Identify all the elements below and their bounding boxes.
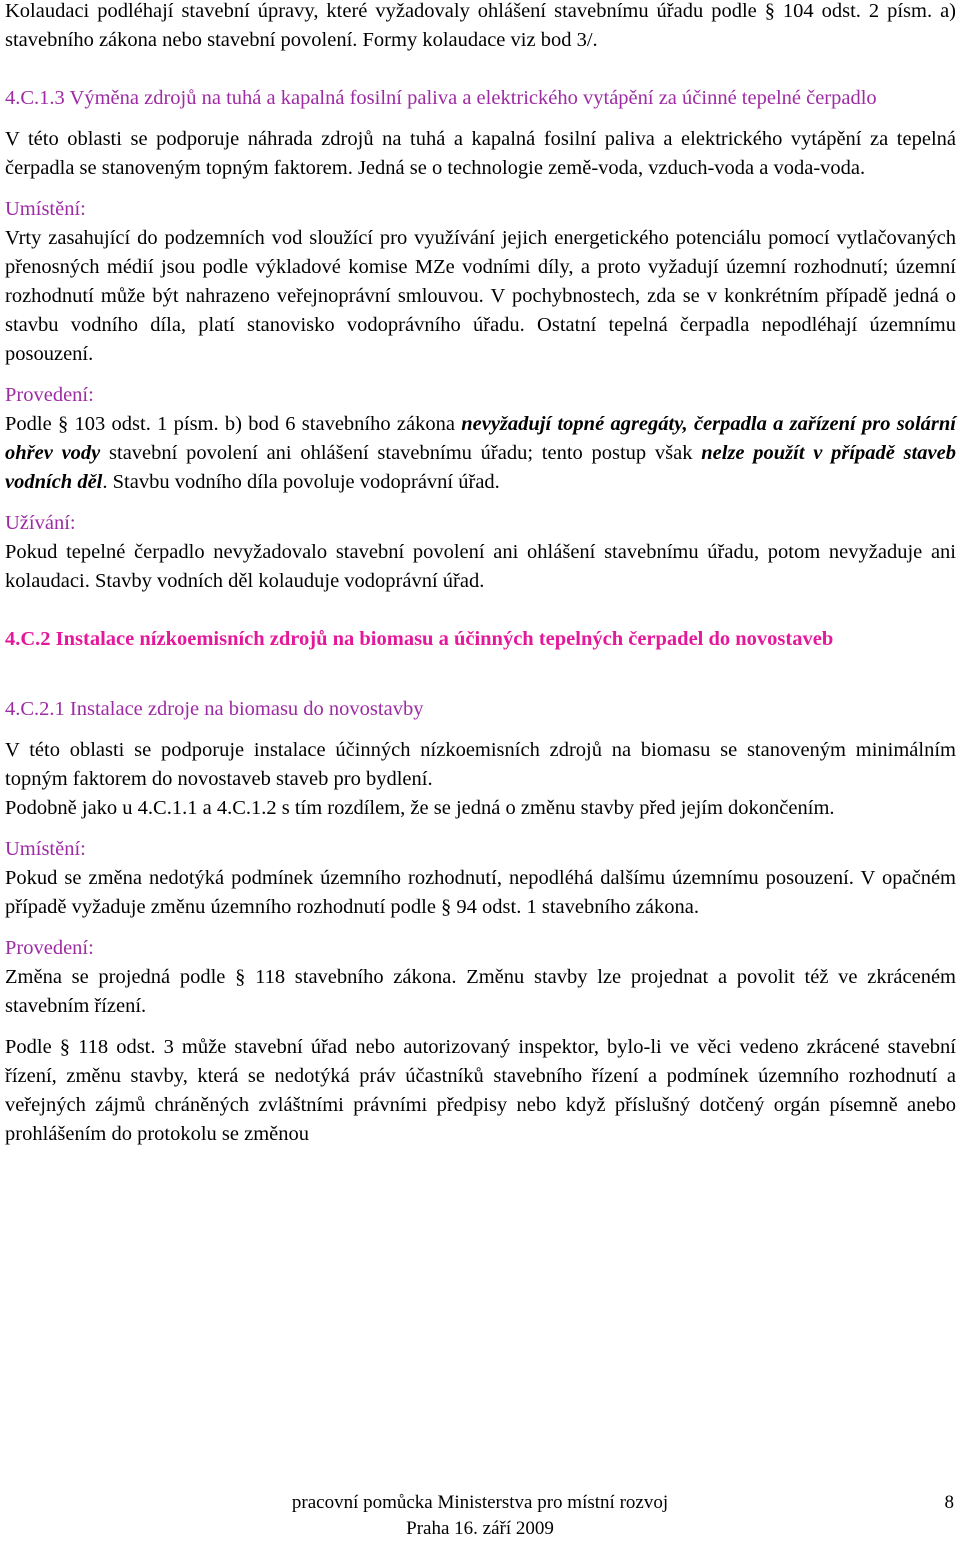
- label-provedeni-2: Provedení:: [5, 937, 94, 959]
- uzivani-text: Pokud tepelné čerpadlo nevyžadovalo stavební povolení ani ohlášení stavebnímu úřadu, potom nevyžaduje ani kolaudaci. Stavby vodních děl kolauduje vodoprávní úřad.: [5, 541, 956, 592]
- provedeni-part-e: . Stavbu vodního díla povoluje vodoprávní úřad.: [102, 471, 500, 493]
- section-heading-4c21: 4.C.2.1 Instalace zdroje na biomasu do novostavby: [5, 698, 424, 720]
- label-umisteni: Umístění:: [5, 198, 86, 220]
- provedeni-text: [5, 410, 956, 497]
- provedeni-emphasis-1: nevyžadují topné agregáty, čerpadla a zařízení pro solární ohřev vody: [5, 413, 956, 464]
- provedeni-text-2: Změna se projedná podle § 118 stavebního zákona. Změnu stavby lze projednat a povolit též ve zkráceném stavebním řízení.: [5, 966, 956, 1017]
- umisteni-text: Vrty zasahující do podzemních vod sloužící pro využívání jejich energetického potenciálu pomocí vytlačovaných přenosných médií jsou podle výkladové komise MZe vodními díly, a proto vyžadují územní rozhodnutí; územní rozhodnutí může být nahrazeno veřejnoprávní smlouvou. V pochybnostech, zda se v konkrétním případě jedná o stavbu vodního díla, platí stanovisko vodoprávního úřadu. Ostatní tepelná čerpadla nepodléhají územnímu posouzení.: [5, 227, 956, 365]
- provedeni-emphasis-2: nelze použít v případě staveb vodních děl: [5, 442, 957, 493]
- document-page: [5, 0, 956, 1149]
- section2-paragraph-2: Podobně jako u 4.C.1.1 a 4.C.1.2 s tím rozdílem, že se jedná o změnu stavby před jejím dokončením.: [5, 797, 835, 819]
- section2-paragraph-1: V této oblasti se podporuje instalace účinných nízkoemisních zdrojů na biomasu se stanoveným minimálním topným faktorem do novostaveb staveb pro bydlení.: [5, 739, 956, 790]
- page-number: 8: [944, 1492, 954, 1513]
- provedeni-text-3: Podle § 118 odst. 3 může stavební úřad nebo autorizovaný inspektor, bylo-li ve věci vedeno zkrácené stavební řízení, změnu stavby, která se nedotýká práv účastníků stavebního řízení a podmínek územního rozhodnutí a veřejných zájmů chráněných zvláštními právními předpisy nebo když příslušný dotčený orgán písemně anebo prohlášením do protokolu se změnou: [5, 1036, 956, 1145]
- intro-paragraph: Kolaudaci podléhají stavební úpravy, které vyžadovaly ohlášení stavebnímu úřadu podle § 104 odst. 2 písm. a) stavebního zákona nebo stavební povolení. Formy kolaudace viz bod 3/.: [5, 0, 956, 51]
- footer-line-1: pracovní pomůcka Ministerstva pro místní rozvoj: [291, 1492, 669, 1513]
- section-paragraph: V této oblasti se podporuje náhrada zdrojů na tuhá a kapalná fosilní paliva a elektrického vytápění za tepelná čerpadla se stanoveným topným faktorem. Jedná se o technologie země-voda, vzduch-voda a voda-voda.: [5, 128, 956, 179]
- footer-line-2: Praha 16. září 2009: [406, 1518, 554, 1539]
- label-provedeni: Provedení:: [5, 384, 94, 406]
- label-uzivani: Užívání:: [5, 512, 76, 534]
- umisteni-text-2: Pokud se změna nedotýká podmínek územního rozhodnutí, nepodléhá dalšímu územnímu posouzení. V opačném případě vyžaduje změnu územního rozhodnutí podle § 94 odst. 1 stavebního zákona.: [5, 867, 956, 918]
- provedeni-part-c: stavební povolení ani ohlášení stavebnímu úřadu; tento postup však: [100, 442, 702, 464]
- provedeni-part-a: Podle § 103 odst. 1 písm. b) bod 6 stavebního zákona: [5, 413, 462, 435]
- section-heading-4c13: 4.C.1.3 Výměna zdrojů na tuhá a kapalná fosilní paliva a elektrického vytápění za účinné tepelné čerpadlo: [5, 87, 877, 109]
- label-umisteni-2: Umístění:: [5, 838, 86, 860]
- section-heading-4c2: 4.C.2 Instalace nízkoemisních zdrojů na biomasu a účinných tepelných čerpadel do novostaveb: [5, 628, 834, 650]
- page-footer: [0, 1490, 960, 1542]
